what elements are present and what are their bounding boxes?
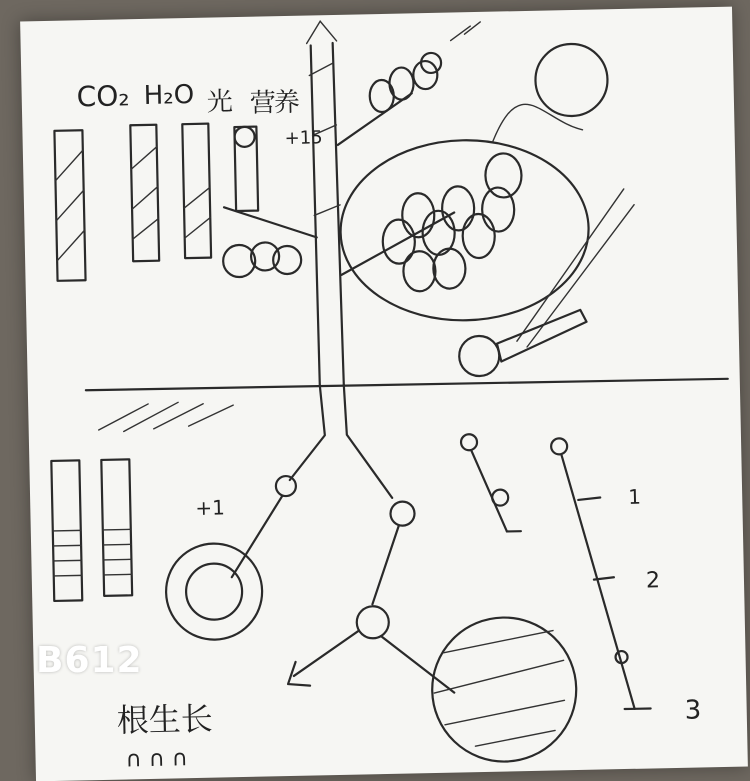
ground-line [86,377,728,392]
label-co2: CO₂ [76,79,130,114]
sun-circle [535,43,608,116]
b612-watermark: B612 [36,640,143,681]
node-chain-large [551,437,651,711]
label-h2o: H₂O [143,79,195,111]
leaf-cluster [381,153,524,292]
label-bottom-partial: ∩ ∩ ∩ [125,746,189,773]
scribble-wave [492,103,583,142]
light-source [459,336,500,377]
label-root-growth: 根生长 [116,699,214,740]
label-nutrient: 营养 [249,87,299,119]
label-stage-2: 2 [645,568,661,594]
label-stage-3: 3 [684,695,702,726]
h2o-bar [130,125,159,262]
label-plus15: +15 [284,127,323,150]
root-resource-bar-right [101,459,132,596]
root-system [162,380,578,768]
left-leaves [223,242,302,278]
root-resource-bar-left [51,460,82,601]
nutrient-bar [234,127,258,211]
co2-bar [54,130,85,281]
branch-upper-right [337,93,413,145]
node-chain-small [461,433,521,532]
plant-stem [306,21,344,386]
light-bar [182,124,211,259]
label-stage-1: 1 [627,484,642,509]
sun-rays [450,22,480,41]
soil-hatch [98,401,234,432]
upper-leaves [369,53,442,112]
branch-middle-right [340,212,455,274]
label-light: 光 [206,87,234,118]
leaf-cluster-circle [339,138,591,323]
label-plus1: +1 [195,495,226,520]
